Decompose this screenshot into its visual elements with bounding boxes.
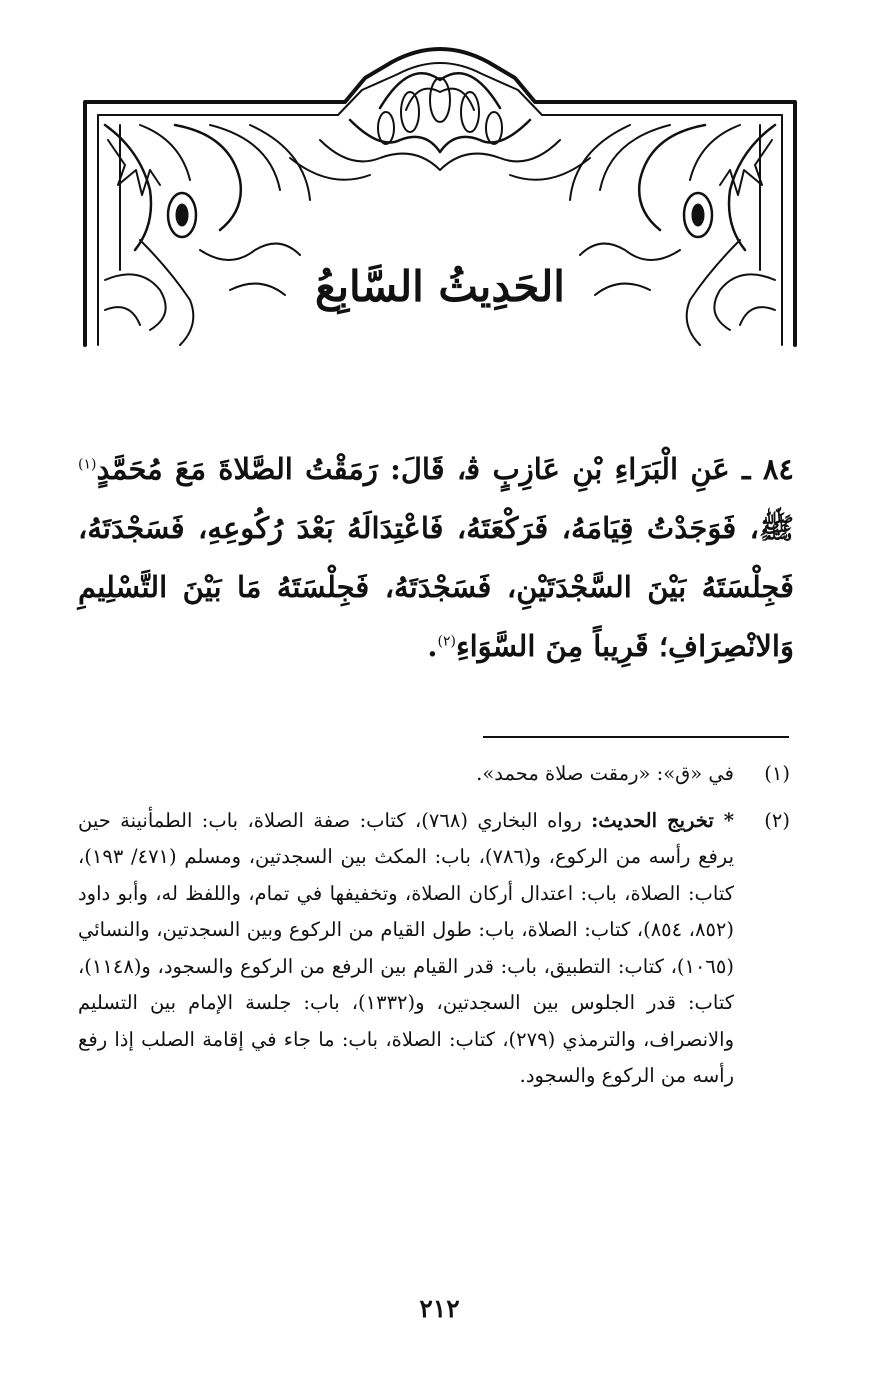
footnote-text: رواه البخاري (٧٦٨)، كتاب: صفة الصلاة، باب: الطمأنينة حين يرفع رأسه من الركوع، و(٧٨٦)، باب: المكث بين السجدتين، ومسلم (٤٧١/ ١٩٣)، كتاب: الصلاة، باب: اعتدال أركان الصلاة، وتخفيفها في تمام، واللفظ له، وأبو داود (٨٥٢، ٨٥٤)، كتاب: الصلاة، باب: طول القيام من الركوع وبين السجدتين، والنسائي (١٠٦٥)، كتاب: التطبيق، باب: قدر القيام بين الرفع من الركوع والسجود، و(١١٤٨)، كتاب: قدر الجلوس بين السجدتين، و(١٣٣٢)، باب: جلسة الإمام بين التسليم والانصراف، والترمذي (٢٧٩)، كتاب: الصلاة، باب: ما جاء في إقامة الصلب إذا رفع رأسه من الركوع والسجود. — [78, 808, 734, 1087]
hadith-text — [78, 440, 794, 676]
footnotes — [78, 756, 790, 1105]
footnote-number: (٢) — [764, 808, 790, 832]
footnote-ref-2: (٢) — [437, 633, 456, 650]
footnote-1 — [78, 756, 790, 793]
hadith-end: . — [427, 629, 438, 663]
footnote-2 — [78, 803, 790, 1095]
footnote-number: (١) — [764, 762, 790, 785]
footnote-ref-1: (١) — [78, 456, 97, 473]
hadith-text-part1: عَنِ الْبَرَاءِ بْنِ عَازِبٍ ﭬ، قَالَ: رَمَقْتُ الصَّلاةَ مَعَ مُحَمَّدٍ — [96, 452, 730, 486]
footnote-text: في «ق»: «رمقت صلاة محمد». — [476, 762, 734, 785]
page-number: ٢١٢ — [419, 1294, 460, 1323]
footnote-label: * تخريج الحديث: — [591, 808, 734, 832]
footnote-body — [78, 803, 734, 1095]
hadith-text-part2: ﷺ، فَوَجَدْتُ قِيَامَهُ، فَرَكْعَتَهُ، فَاعْتِدَالَهُ بَعْدَ رُكُوعِهِ، فَسَجْدَتَهُ، فَجِلْسَتَهُ بَيْنَ السَّجْدَتَيْنِ، فَسَجْدَتَهُ، فَجِلْسَتَهُ مَا بَيْنَ التَّسْلِيمِ وَالانْصِرَافِ؛ قَرِيباً مِنَ السَّوَاءِ — [78, 511, 795, 663]
hadith-number: ٨٤ ـ — [742, 452, 794, 486]
footnote-separator — [483, 736, 789, 738]
chapter-title: الحَدِيثُ السَّابِعُ — [315, 262, 565, 311]
